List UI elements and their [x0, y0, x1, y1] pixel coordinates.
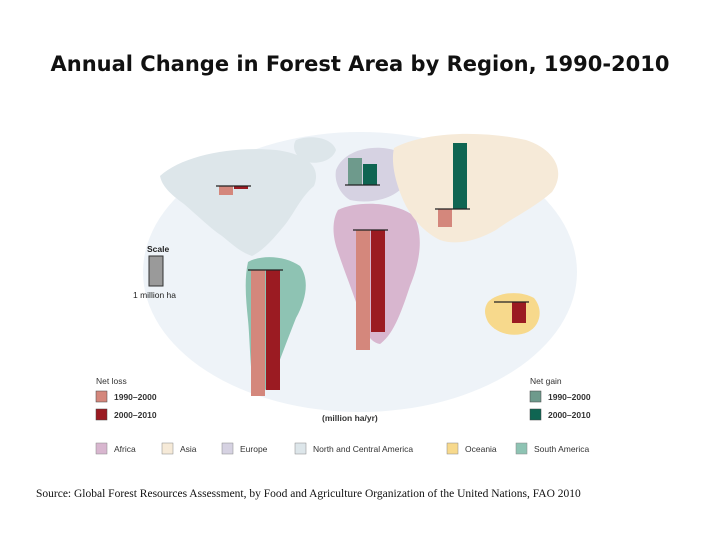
- legend-label-gain-1990-2000: 1990–2000: [548, 392, 591, 402]
- bar-oceania-2000-2010: [512, 302, 526, 323]
- legend-net-gain: [530, 376, 591, 420]
- legend-net-gain-title: Net gain: [530, 376, 562, 386]
- legend-label-loss-2000-2010: 2000–2010: [114, 410, 157, 420]
- legend-regions: [96, 443, 590, 454]
- legend-swatch-south-america: [516, 443, 527, 454]
- legend-swatch-gain-1990-2000: [530, 391, 541, 402]
- bar-africa-2000-2010: [371, 230, 385, 332]
- scale-unit-label: 1 million ha: [133, 290, 176, 300]
- page-title: Annual Change in Forest Area by Region, 1990-2010: [50, 52, 670, 76]
- legend-label-gain-2000-2010: 2000–2010: [548, 410, 591, 420]
- legend-net-loss: [96, 376, 157, 420]
- bar-south-america-2000-2010: [266, 270, 280, 390]
- scale-title: Scale: [147, 244, 170, 254]
- legend-swatch-loss-2000-2010: [96, 409, 107, 420]
- legend-swatch-africa: [96, 443, 107, 454]
- legend-label-loss-1990-2000: 1990–2000: [114, 392, 157, 402]
- legend-swatch-loss-1990-2000: [96, 391, 107, 402]
- legend-label-north-and-central-america: North and Central America: [313, 444, 414, 454]
- legend-swatch-oceania: [447, 443, 458, 454]
- legend-label-europe: Europe: [240, 444, 268, 454]
- unit-label: (million ha/yr): [322, 413, 378, 423]
- legend-label-south-america: South America: [534, 444, 590, 454]
- legend-net-loss-title: Net loss: [96, 376, 127, 386]
- bar-asia-1990-2000: [438, 209, 452, 227]
- bar-asia-2000-2010: [453, 143, 467, 209]
- legend-label-oceania: Oceania: [465, 444, 497, 454]
- legend-swatch-europe: [222, 443, 233, 454]
- legend-swatch-asia: [162, 443, 173, 454]
- bar-europe-1990-2000: [348, 158, 362, 185]
- legend-label-africa: Africa: [114, 444, 136, 454]
- bar-north-and-central-america-1990-2000: [219, 186, 233, 195]
- bar-africa-1990-2000: [356, 230, 370, 350]
- legend-swatch-north-and-central-america: [295, 443, 306, 454]
- legend-swatch-gain-2000-2010: [530, 409, 541, 420]
- bar-europe-2000-2010: [363, 164, 377, 185]
- scale-bar: [149, 256, 163, 286]
- bar-south-america-1990-2000: [251, 270, 265, 396]
- source-note: Source: Global Forest Resources Assessment, by Food and Agriculture Organization of the United Nations, FAO 2010: [36, 488, 581, 500]
- legend-label-asia: Asia: [180, 444, 197, 454]
